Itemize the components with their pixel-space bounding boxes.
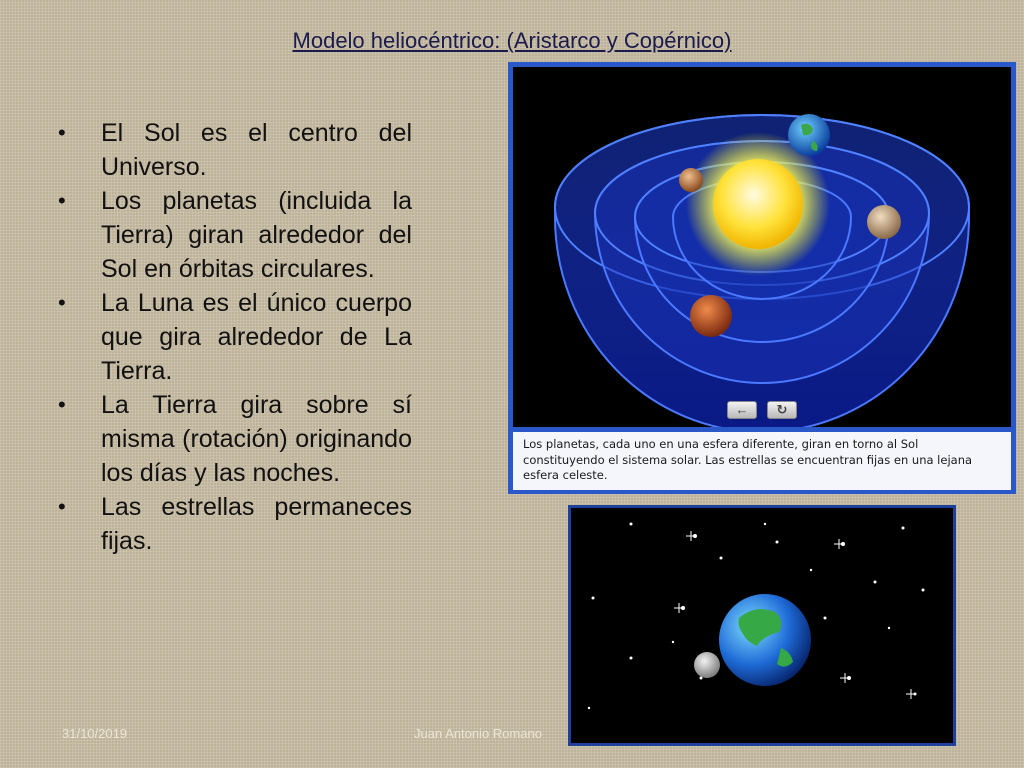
bullet-item xyxy=(56,184,412,286)
reload-button[interactable] xyxy=(767,401,797,419)
model-caption: Los planetas, cada uno en una esfera diferente, giran en torno al Sol constituyendo el sistema solar. Las estrellas se encuentran fijas en una lejana esfera celeste. xyxy=(513,432,1011,490)
footer-date: 31/10/2019 xyxy=(62,726,128,741)
earth-moon-image xyxy=(571,508,953,743)
heliocentric-model-panel xyxy=(508,62,1016,494)
bullet-item xyxy=(56,116,412,184)
bullet-item xyxy=(56,388,412,490)
heliocentric-model-image xyxy=(513,67,1011,427)
earth-moon-panel xyxy=(568,505,956,746)
slide-title: Modelo heliocéntrico: (Aristarco y Copérnico) xyxy=(292,28,732,53)
bullet-icon: • xyxy=(58,392,66,417)
bullet-list xyxy=(56,116,412,558)
bullet-text: El Sol es el centro del Universo. xyxy=(101,119,412,181)
bullet-icon: • xyxy=(58,120,66,145)
bullet-item xyxy=(56,286,412,388)
earth-globe xyxy=(719,594,811,686)
solar-system-illustration xyxy=(513,67,1011,427)
back-arrow-icon: ← xyxy=(735,402,749,417)
bullet-text: Las estrellas permaneces fijas. xyxy=(101,493,412,555)
bullet-icon: • xyxy=(58,494,66,519)
bullet-icon: • xyxy=(58,188,66,213)
back-arrow-button[interactable] xyxy=(727,401,757,419)
bullet-icon: • xyxy=(58,290,66,315)
earth-planet xyxy=(788,114,830,156)
jupiter-planet xyxy=(867,205,901,239)
venus-planet xyxy=(679,168,703,192)
earth-moon-illustration xyxy=(571,508,953,743)
bullet-text: La Tierra gira sobre sí misma (rotación) originando los días y las noches. xyxy=(101,391,412,487)
bullet-item xyxy=(56,490,412,558)
bullet-text: La Luna es el único cuerpo que gira alrededor de La Tierra. xyxy=(101,289,412,385)
reload-icon: ↻ xyxy=(776,402,788,417)
moon xyxy=(694,652,720,678)
footer-author: Juan Antonio Romano xyxy=(414,726,542,741)
mars-planet xyxy=(690,295,732,337)
bullet-text: Los planetas (incluida la Tierra) giran alrededor del Sol en órbitas circulares. xyxy=(101,187,412,283)
sun xyxy=(713,159,803,249)
